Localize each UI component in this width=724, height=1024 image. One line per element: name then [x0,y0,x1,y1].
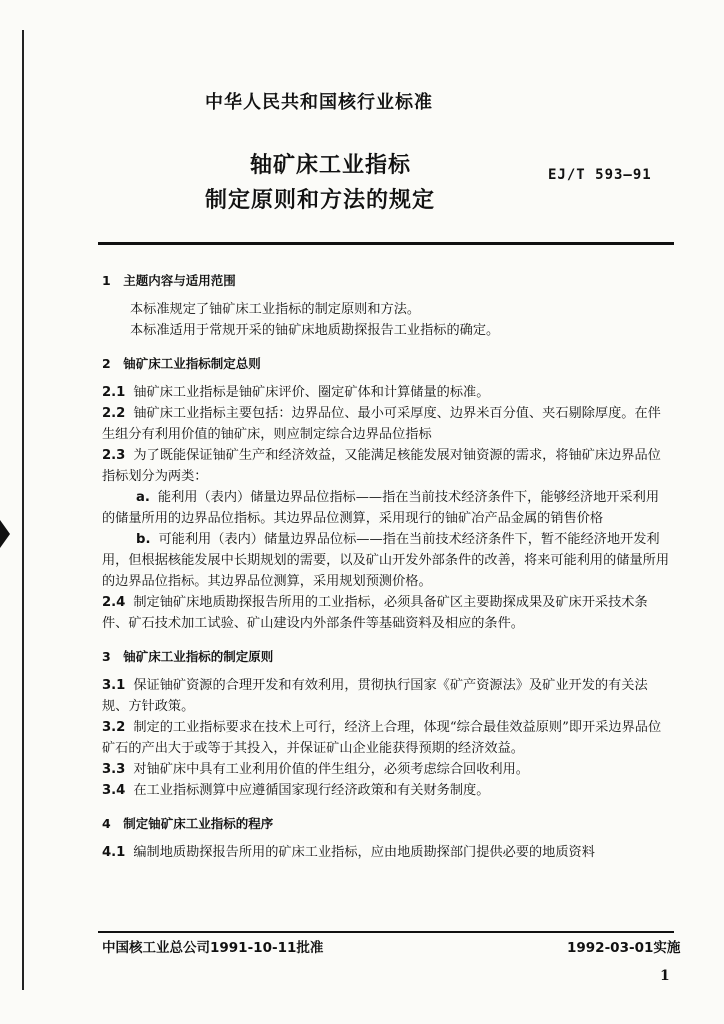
section-heading: 3 铀矿床工业指标的制定原则 [102,649,274,664]
clause [102,717,670,759]
clause-number: 2.4 [102,595,126,610]
sub-clause [102,529,670,592]
footer-divider [98,931,674,933]
sub-clause-marker: a. [136,490,150,505]
clause [102,382,670,403]
sub-clause [102,487,670,529]
clause-text: 制定的工业指标要求在技术上可行，经济上合理，体现“综合最佳效益原则”即开采边界品位矿石的产出大于或等于其投入，并保证矿山企业能获得预期的经济效益。 [102,720,662,756]
clause [102,592,670,634]
clause [102,842,670,863]
paragraph: 本标准适用于常规开采的铀矿床地质勘探报告工业指标的确定。 [130,323,500,338]
clause-number: 2.1 [102,385,126,400]
clause [102,403,670,445]
document-title-line2: 制定原则和方法的规定 [205,188,436,213]
clause-number: 2.3 [102,448,126,463]
clause-number: 2.2 [102,406,126,421]
clause-text: 为了既能保证铀矿生产和经济效益，又能满足核能发展对铀资源的需求，将铀矿床边界品位指标划分为两类： [102,448,661,484]
standard-code: EJ/T 593—91 [548,167,652,183]
clause-text: 保证铀矿资源的合理开发和有效利用，贯彻执行国家《矿产资源法》及矿业开发的有关法规、方针政策。 [102,678,648,714]
implementation-date: 1992-03-01实施 [567,940,681,956]
section-heading: 1 主题内容与适用范围 [102,273,236,288]
clause-number: 3.2 [102,720,126,735]
clause-text: 制定铀矿床地质勘探报告所用的工业指标，必须具备矿区主要勘探成果及矿床开采技术条件、矿石技术加工试验、矿山建设内外部条件等基础资料及相应的条件。 [102,595,648,631]
issuing-organization: 中华人民共和国核行业标准 [205,92,433,113]
document-body [102,270,670,863]
clause-text: 铀矿床工业指标是铀矿床评价、圈定矿体和计算储量的标准。 [133,385,490,400]
approval-date: 中国核工业总公司1991-10-11批准 [102,940,324,956]
paragraph: 本标准规定了铀矿床工业指标的制定原则和方法。 [130,302,421,317]
document-title-line1: 轴矿床工业指标 [250,153,412,178]
clause [102,780,670,801]
section-heading: 2 铀矿床工业指标制定总则 [102,356,261,371]
clause-number: 3.3 [102,762,126,777]
sub-clause-marker: b. [136,532,151,547]
clause [102,675,670,717]
clause-number: 4.1 [102,845,126,860]
sub-clause-text: 可能利用（表内）储量边界品位标——指在当前技术经济条件下，暂不能经济地开发利用，但根据核能发展中长期规划的需要，以及矿山开发外部条件的改善，将来可能利用的储量所用的边界品位指标。其边界品位测算，采用规划预测价格。 [102,532,670,589]
page-number: 1 [660,968,670,984]
clause [102,759,670,780]
header-divider [98,242,674,245]
binding-mark [0,520,10,548]
clause-text: 编制地质勘探报告所用的矿床工业指标，应由地质勘探部门提供必要的地质资料 [133,845,595,860]
clause-number: 3.1 [102,678,126,693]
binding-rule [22,30,24,990]
clause-text: 在工业指标测算中应遵循国家现行经济政策和有关财务制度。 [133,783,490,798]
sub-clause-text: 能利用（表内）储量边界品位指标——指在当前技术经济条件下，能够经济地开采利用的储量所用的边界品位指标。其边界品位测算，采用现行的铀矿冶产品金属的销售价格 [102,490,660,526]
clause [102,445,670,487]
clause-text: 对铀矿床中具有工业利用价值的伴生组分，必须考虑综合回收利用。 [133,762,529,777]
clause-text: 铀矿床工业指标主要包括：边界品位、最小可采厚度、边界米百分值、夹石剔除厚度。在伴生组分有利用价值的铀矿床，则应制定综合边界品位指标 [102,406,661,442]
clause-number: 3.4 [102,783,126,798]
section-heading: 4 制定铀矿床工业指标的程序 [102,816,274,831]
